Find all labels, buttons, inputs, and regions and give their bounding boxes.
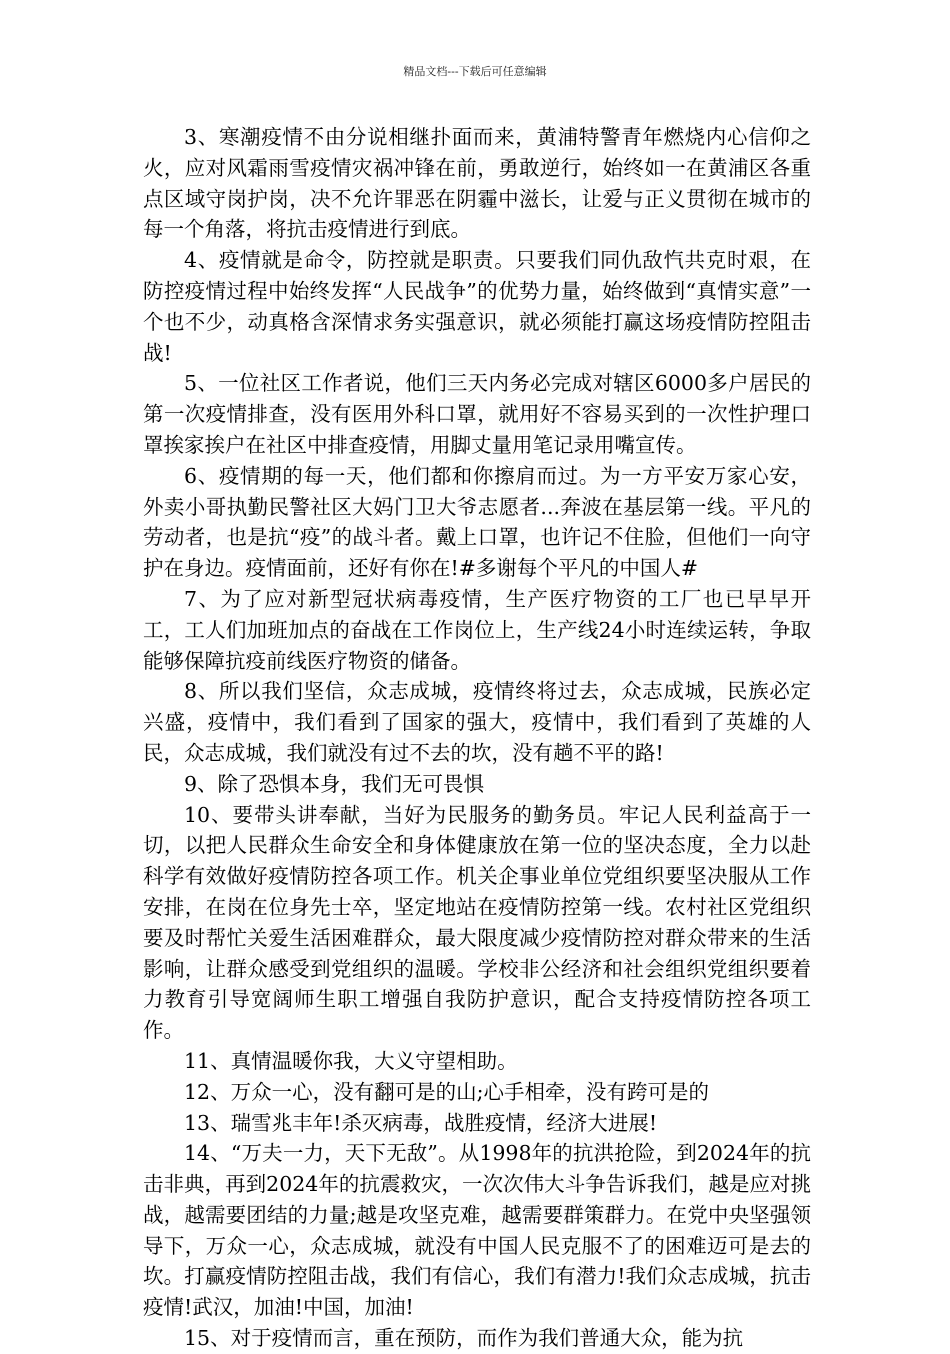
- paragraph-6: 6、疫情期的每一天，他们都和你擦肩而过。为一方平安万家心安，外卖小哥执勤民警社区大妈门卫大爷志愿者...奔波在基层第一线。平凡的劳动者，也是抗“疫”的战斗者。戴上口罩，也许记不住脸，但他们一向守护在身边。疫情面前，还好有你在!#多谢每个平凡的中国人#: [143, 463, 811, 581]
- paragraph-5: 5、一位社区工作者说，他们三天内务必完成对辖区6000多户居民的第一次疫情排查，没有医用外科口罩，就用好不容易买到的一次性护理口罩挨家挨户在社区中排查疫情，用脚丈量用笔记录用嘴宣传。: [143, 371, 811, 457]
- paragraph-13: 13、瑞雪兆丰年!杀灭病毒，战胜疫情，经济大进展!: [184, 1110, 658, 1135]
- paragraph-8: 8、所以我们坚信，众志成城，疫情终将过去，众志成城，民族必定兴盛，疫情中，我们看到了国家的强大，疫情中，我们看到了英雄的人民，众志成城，我们就没有过不去的坎，没有趟不平的路!: [143, 679, 811, 765]
- paragraph-14: 14、“万夫一力，天下无敌”。从1998年的抗洪抢险，到2024年的抗击非典，再到2024年的抗震救灾，一次次伟大斗争告诉我们，越是应对挑战，越需要团结的力量;越是攻坚克难，越需要群策群力。在党中央坚强领导下，万众一心，众志成城，就没有中国人民克服不了的困难迈可是去的坎。打赢疫情防控阻击战，我们有信心，我们有潜力!我们众志成城，抗击疫情!武汉，加油!中国，加油!: [143, 1141, 811, 1320]
- paragraph-4: 4、疫情就是命令，防控就是职责。只要我们同仇敌忾共克时艰，在防控疫情过程中始终发挥“人民战争”的优势力量，始终做到“真情实意”一个也不少，动真格含深情求务实强意识，就必须能打赢这场疫情防控阻击战!: [143, 248, 811, 365]
- paragraph-7: 7、为了应对新型冠状病毒疫情，生产医疗物资的工厂也已早早开工，工人们加班加点的奋战在工作岗位上，生产线24小时连续运转，争取能够保障抗疫前线医疗物资的储备。: [143, 586, 811, 673]
- paragraph-10: 10、要带头讲奉献，当好为民服务的勤务员。牢记人民利益高于一切，以把人民群众生命安全和身体健康放在第一位的坚决态度，全力以赴科学有效做好疫情防控各项工作。机关企事业单位党组织要坚决服从工作安排，在岗在位身先士卒，坚定地站在疫情防控第一线。农村社区党组织要及时帮忙关爱生活困难群众，最大限度减少疫情防控对群众带来的生活影响，让群众感受到党组织的温暖。学校非公经济和社会组织党组织要着力教育引导宽阔师生职工增强自我防护意识，配合支持疫情防控各项工作。: [143, 802, 811, 1043]
- paragraph-9: 9、除了恐惧本身，我们无可畏惧: [184, 771, 485, 796]
- document-body: [143, 122, 811, 1354]
- page-header: 精品文档---下载后可任意编辑: [403, 65, 547, 78]
- paragraph-11: 11、真情温暖你我，大义守望相助。: [184, 1048, 518, 1073]
- paragraph-12: 12、万众一心，没有翻可是的山;心手相牵，没有跨可是的: [184, 1079, 709, 1104]
- paragraph-15: 15、对于疫情而言，重在预防，而作为我们普通大众，能为抗: [184, 1326, 744, 1351]
- paragraph-3: 3、寒潮疫情不由分说相继扑面而来，黄浦特警青年燃烧内心信仰之火，应对风霜雨雪疫情灾祸冲锋在前，勇敢逆行，始终如一在黄浦区各重点区域守岗护岗，决不允许罪恶在阴霾中滋长，让爱与正义贯彻在城市的每一个角落，将抗击疫情进行到底。: [143, 125, 811, 242]
